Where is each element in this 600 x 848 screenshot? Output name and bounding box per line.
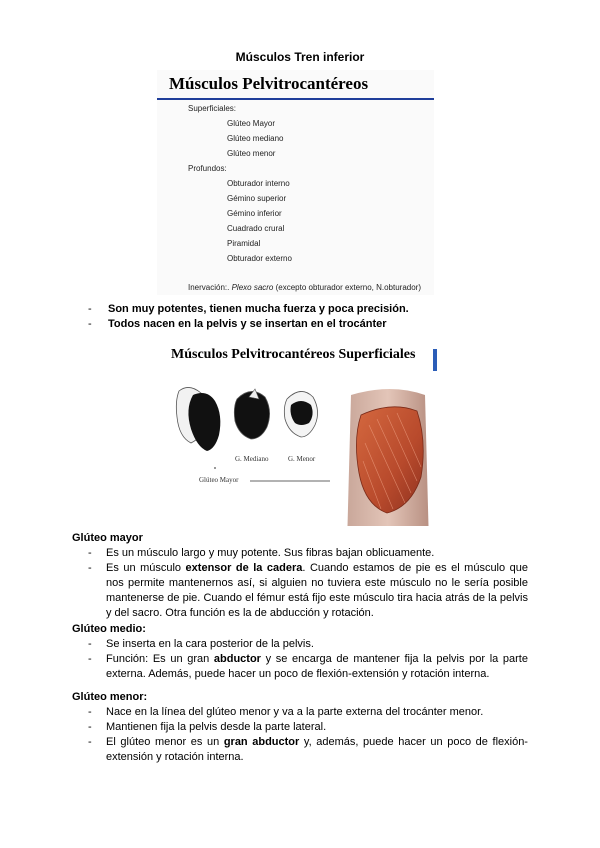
bullet-text: Son muy potentes, tienen mucha fuerza y poca precisión.	[108, 303, 409, 315]
list-item: Glúteo mediano	[227, 134, 284, 143]
gluteus-medius-shape	[234, 391, 269, 439]
label-g-mediano: G. Mediano	[235, 455, 269, 463]
list-item: Glúteo Mayor	[227, 119, 276, 128]
section-gluteo-medio	[72, 622, 528, 682]
list-item: Gémino superior	[227, 194, 287, 203]
section-heading: Glúteo medio:	[72, 623, 146, 635]
bullet-bold: gran abductor	[223, 736, 300, 748]
bullet-text: Función: Es un gran	[106, 653, 214, 665]
figure-pelvitrocantereos-list	[157, 70, 434, 295]
bullet-dash: -	[88, 318, 92, 330]
label-g-menor: G. Menor	[288, 455, 316, 463]
list-item	[72, 561, 528, 621]
bullet-text: y, además, puede hacer un poco de flexión-extensión y rotación interna.	[106, 736, 528, 763]
bullet-dash: -	[88, 638, 92, 650]
section-gluteo-mayor	[72, 531, 528, 621]
bullet-dash: -	[88, 653, 92, 665]
bullet-text: Todos nacen en la pelvis y se insertan en el trocánter	[108, 318, 387, 330]
bullet-text: Nace en la línea del glúteo menor y va a la parte externa del trocánter menor.	[106, 706, 484, 718]
list-item	[72, 546, 528, 561]
section-heading: Glúteo mayor	[72, 532, 143, 544]
group-label-profundos: Profundos:	[188, 164, 227, 173]
innervation-prefix: Inervación:.	[188, 283, 232, 292]
list-item	[72, 652, 528, 682]
bullet-dash: -	[88, 736, 92, 748]
document-title: Músculos Tren inferior	[235, 50, 365, 64]
innervation-italic: Plexo sacro	[231, 283, 274, 292]
figure2-accent-bar	[433, 349, 437, 371]
muscle-illustration	[165, 343, 437, 526]
bullet-bold: abductor	[213, 653, 261, 665]
list-item: Obturador interno	[227, 179, 290, 188]
figure-superficial-muscles	[165, 343, 437, 526]
list-item: Glúteo menor	[227, 149, 276, 158]
section-gluteo-menor	[72, 690, 528, 765]
bullet-dash: -	[88, 706, 92, 718]
list-item	[72, 720, 528, 735]
group-label-superficiales: Superficiales:	[188, 104, 237, 113]
bullet-text: . Cuando estamos de pie es el músculo que nos permite mantenernos así, si alguien no tuviera este músculo no le sería posible mantenerse de pie. Cuando el fémur está fijo este músculo tira hacia atrás de la pelvis y del sacro. Otra función es la de abducción y rotación.	[106, 562, 528, 619]
label-gluteo-mayor: Glúteo Mayor	[199, 476, 239, 484]
bullet-dash: -	[88, 721, 92, 733]
list-item	[72, 705, 528, 720]
innervation-suffix: (excepto obturador externo, N.obturador)	[273, 283, 422, 292]
figure1-title: Músculos Pelvitrocantéreos	[169, 74, 369, 93]
figure2-title: Músculos Pelvitrocantéreos Superficiales	[171, 347, 416, 362]
list-item: Obturador externo	[227, 254, 292, 263]
bullet-text: Es un músculo largo y muy potente. Sus fibras bajan oblicuamente.	[106, 547, 435, 559]
bullet-dash: -	[88, 303, 92, 315]
bullet-text: Mantienen fija la pelvis desde la parte lateral.	[106, 721, 327, 733]
list-item	[88, 302, 409, 317]
bullet-bold: extensor de la cadera	[185, 562, 303, 574]
bullet-text: Es un músculo	[106, 562, 186, 574]
list-item	[88, 317, 409, 332]
gluteus-maximus-shape	[188, 393, 220, 451]
figure1-rule	[157, 98, 434, 100]
list-item: Piramidal	[227, 239, 261, 248]
innervation-note	[188, 283, 421, 292]
bullet-text: Se inserta en la cara posterior de la pelvis.	[106, 638, 314, 650]
list-item	[72, 637, 528, 652]
bullet-text: El glúteo menor es un	[106, 736, 224, 748]
section-heading: Glúteo menor:	[72, 691, 148, 703]
list-item: Cuadrado crural	[227, 224, 285, 233]
list-item	[72, 735, 528, 765]
bullets-top	[88, 302, 409, 332]
bullet-dash: -	[88, 547, 92, 559]
bullet-dash: -	[88, 562, 92, 574]
list-item: Gémino inferior	[227, 209, 282, 218]
bullet-text: y se encarga de mantener fija la pelvis por la parte externa. Además, puede hacer un poco de flexión-extensión y rotación interna.	[106, 653, 528, 680]
